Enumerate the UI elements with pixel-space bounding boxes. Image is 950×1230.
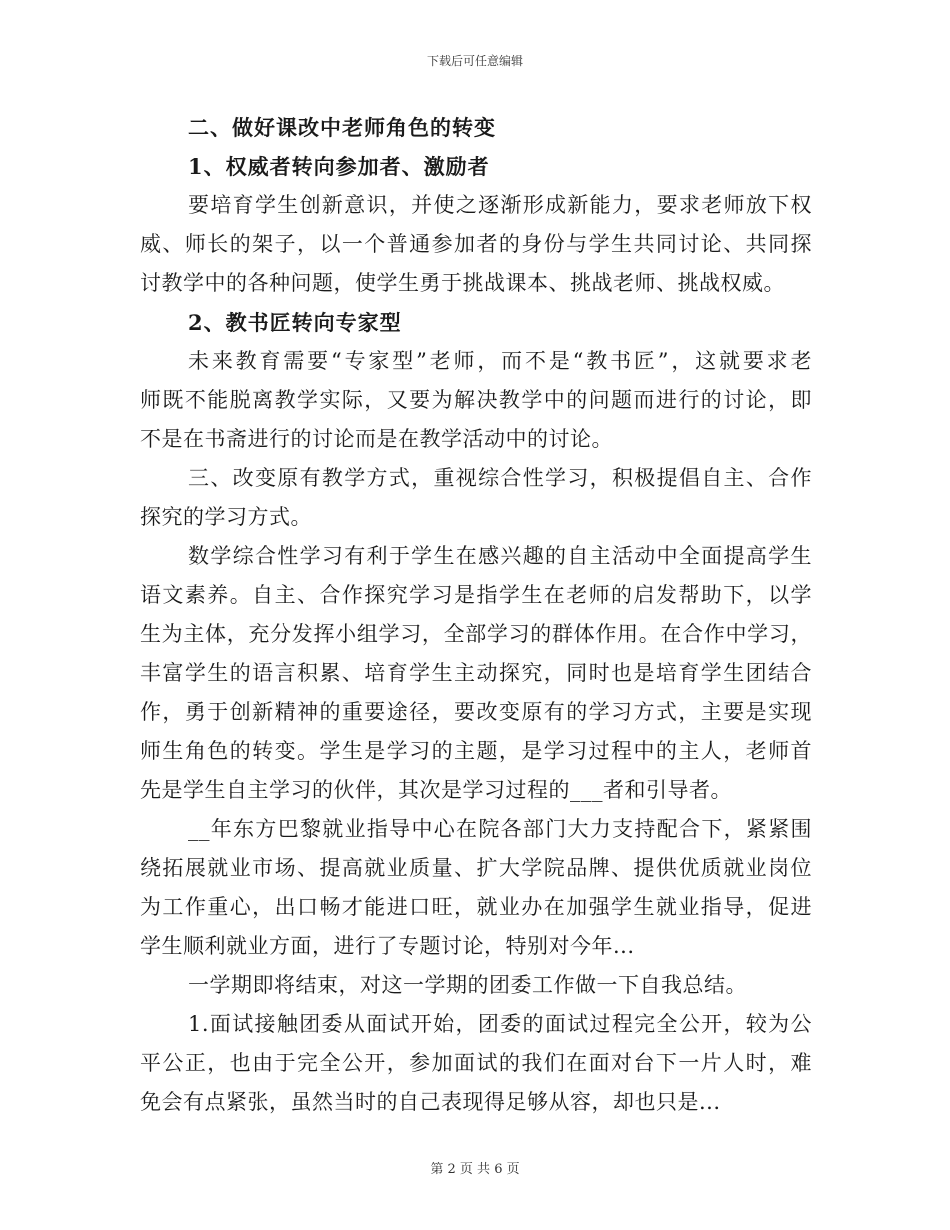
paragraph-line: 学生顺利就业方面，进行了专题讨论，特别对今年... [140,934,635,958]
paragraph-line: 平公正，也由于完全公开，参加面试的我们在面对台下一片人时，难 [140,1051,812,1075]
header-note: 下载后可任意编辑 [426,54,523,68]
paragraph-line: __年东方巴黎就业指导中心在院各部门大力支持配合下，紧紧围 [188,817,812,841]
paragraph-line: 要培育学生创新意识，并使之逐渐形成新能力，要求老师放下权 [188,193,812,217]
page-number: 第 2 页 共 6 页 [430,1162,520,1177]
paragraph-line: 先是学生自主学习的伙伴，其次是学习过程的___者和引导者。 [140,778,732,802]
paragraph-line: 师既不能脱离教学实际，又要为解决教学中的问题而进行的讨论，即 [140,388,812,412]
paragraph-line: 绕拓展就业市场、提高就业质量、扩大学院品牌、提供优质就业岗位 [140,856,812,880]
paragraph-line: 威、师长的架子，以一个普通参加者的身份与学生共同讨论、共同探 [140,232,812,256]
paragraph-line: 免会有点紧张，虽然当时的自己表现得足够从容，却也只是... [140,1090,721,1114]
paragraph-line: 1.面试接触团委从面试开始，团委的面试过程完全公开，较为公 [188,1012,812,1036]
paragraph-line: 讨教学中的各种问题，使学生勇于挑战课本、挑战老师、挑战权威。 [140,271,785,295]
paragraph-line: 作，勇于创新精神的重要途径，要改变原有的学习方式，主要是实现 [140,700,812,724]
paragraph-line: 数学综合性学习有利于学生在感兴趣的自主活动中全面提高学生 [188,544,812,568]
paragraph-line: 师生角色的转变。学生是学习的主题，是学习过程中的主人，老师首 [140,739,812,763]
document-body [140,108,812,1122]
paragraph-line: 探究的学习方式。 [140,505,312,529]
paragraph-line: 一学期即将结束，对这一学期的团委工作做一下自我总结。 [188,973,747,997]
paragraph-line: 三、改变原有教学方式，重视综合性学习，积极提倡自主、合作 [188,466,812,490]
paragraph-line: 生为主体，充分发挥小组学习，全部学习的群体作用。在合作中学习， [140,622,812,646]
section-heading: 2、教书匠转向专家型 [188,310,402,335]
paragraph-line: 未来教育需要“专家型”老师，而不是“教书匠”，这就要求老 [188,349,812,373]
paragraph-line: 不是在书斋进行的讨论而是在教学活动中的讨论。 [140,427,613,451]
section-heading: 二、做好课改中老师角色的转变 [188,115,496,140]
paragraph-line: 为工作重心，出口畅才能进口旺，就业办在加强学生就业指导，促进 [140,895,812,919]
section-heading: 1、权威者转向参加者、激励者 [188,154,490,179]
paragraph-line: 丰富学生的语言积累、培育学生主动探究，同时也是培育学生团结合 [140,661,812,685]
paragraph-line: 语文素养。自主、合作探究学习是指学生在老师的启发帮助下，以学 [140,583,812,607]
